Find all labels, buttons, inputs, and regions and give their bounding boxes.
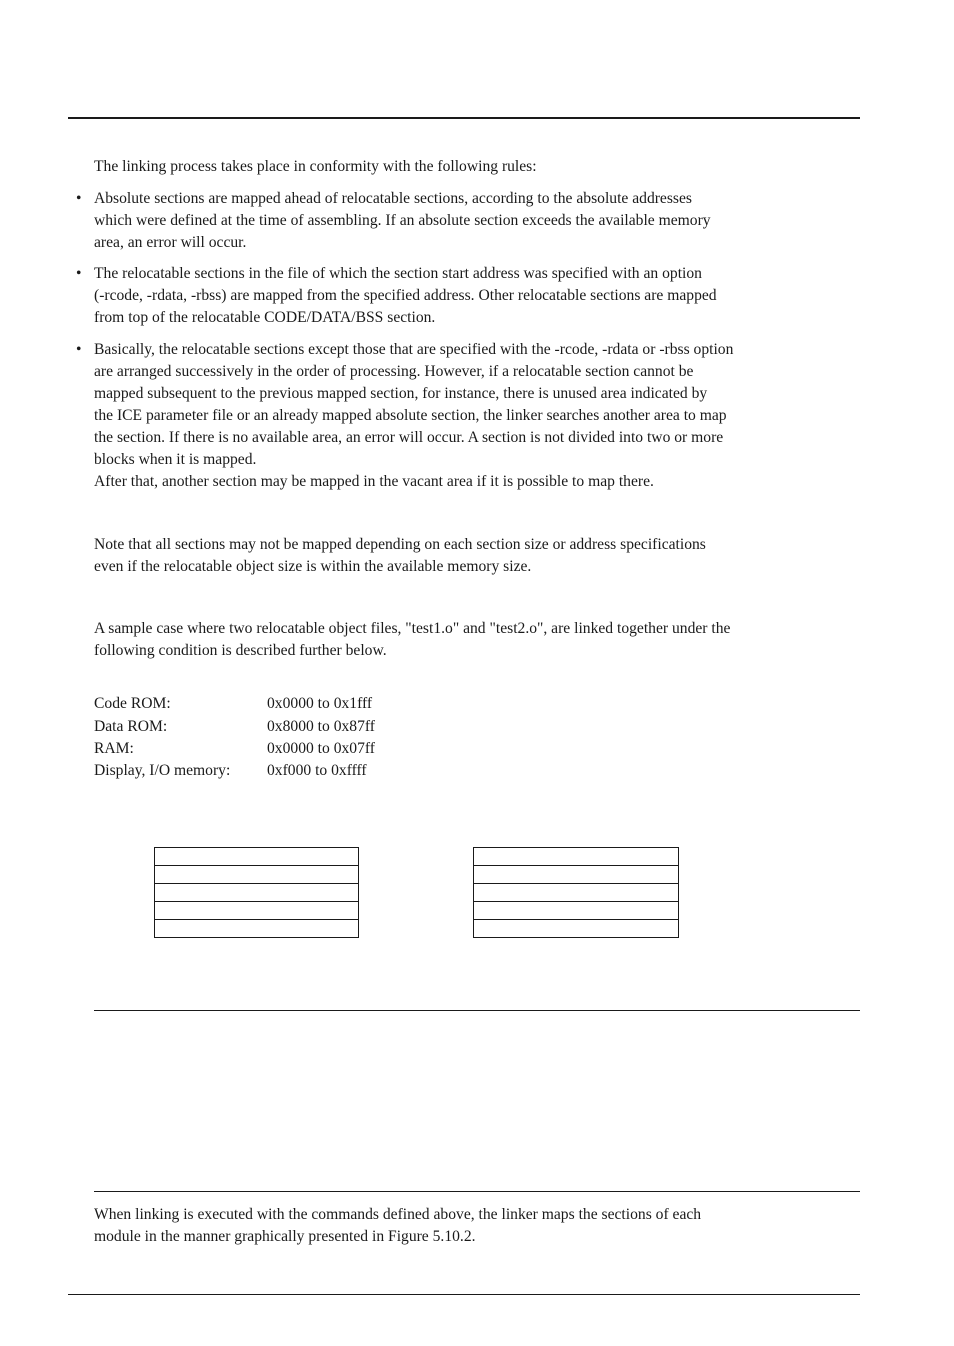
memory-row-data-rom bbox=[94, 716, 375, 738]
header-rule bbox=[68, 117, 860, 119]
table-row bbox=[474, 920, 678, 937]
rule-2 bbox=[94, 263, 864, 329]
memory-row-ram bbox=[94, 738, 375, 760]
table-row bbox=[155, 902, 358, 920]
line: which were defined at the time of assembling. If an absolute section exceeds the available memory bbox=[94, 212, 711, 229]
line: module in the manner graphically presented in Figure 5.10.2. bbox=[94, 1228, 476, 1245]
memory-label: Data ROM: bbox=[94, 718, 168, 735]
line: When linking is executed with the commands defined above, the linker maps the sections of each bbox=[94, 1206, 702, 1223]
footer-rule bbox=[68, 1294, 860, 1295]
line: Basically, the relocatable sections except those that are specified with the -rcode, -rdata or -rbss option bbox=[94, 341, 734, 358]
note-paragraph bbox=[94, 534, 864, 578]
line: The relocatable sections in the file of which the section start address was specified with an option bbox=[94, 265, 702, 282]
table-row bbox=[474, 866, 678, 884]
table-row bbox=[474, 884, 678, 902]
line: the ICE parameter file or an already mapped absolute section, the linker searches another area to map bbox=[94, 407, 727, 424]
command-box-top-rule bbox=[94, 1010, 860, 1011]
line: mapped subsequent to the previous mapped section, for instance, there is unused area indicated by bbox=[94, 385, 708, 402]
line: the section. If there is no available area, an error will occur. A section is not divided into two or more bbox=[94, 429, 724, 446]
line: blocks when it is mapped. bbox=[94, 451, 257, 468]
bullet-2: • bbox=[76, 265, 82, 282]
memory-label: RAM: bbox=[94, 740, 134, 757]
table-row bbox=[474, 902, 678, 920]
bullet-3: • bbox=[76, 341, 82, 358]
line: area, an error will occur. bbox=[94, 234, 247, 251]
line: Absolute sections are mapped ahead of relocatable sections, according to the absolute addresses bbox=[94, 190, 692, 207]
table-row bbox=[155, 884, 358, 902]
line: from top of the relocatable CODE/DATA/BSS section. bbox=[94, 309, 436, 326]
memory-label: Display, I/O memory: bbox=[94, 762, 231, 779]
line: even if the relocatable object size is within the available memory size. bbox=[94, 558, 532, 575]
rule-1 bbox=[94, 188, 864, 254]
table-row bbox=[155, 848, 358, 866]
line: Note that all sections may not be mapped depending on each section size or address specifications bbox=[94, 536, 706, 553]
section-table-right bbox=[473, 847, 679, 938]
section-table-left bbox=[154, 847, 359, 938]
line: (-rcode, -rdata, -rbss) are mapped from the specified address. Other relocatable sections are mapped bbox=[94, 287, 717, 304]
bullet-1: • bbox=[76, 190, 82, 207]
line: After that, another section may be mapped in the vacant area if it is possible to map there. bbox=[94, 473, 654, 490]
memory-range: 0xf000 to 0xffff bbox=[267, 762, 367, 779]
table-row bbox=[155, 866, 358, 884]
memory-row-code-rom bbox=[94, 693, 373, 715]
table-row bbox=[155, 920, 358, 937]
line: A sample case where two relocatable object files, "test1.o" and "test2.o", are linked together under the bbox=[94, 620, 731, 637]
intro-paragraph: The linking process takes place in conformity with the following rules: bbox=[94, 158, 537, 175]
closing-paragraph bbox=[94, 1204, 864, 1248]
memory-row-display-io bbox=[94, 760, 367, 782]
table-row bbox=[474, 848, 678, 866]
rule-3 bbox=[94, 339, 864, 493]
sample-paragraph bbox=[94, 618, 864, 662]
line: following condition is described further below. bbox=[94, 642, 387, 659]
memory-label: Code ROM: bbox=[94, 695, 171, 712]
memory-range: 0x0000 to 0x07ff bbox=[267, 740, 375, 757]
command-box-bottom-rule bbox=[94, 1191, 860, 1192]
memory-range: 0x0000 to 0x1fff bbox=[267, 695, 373, 712]
line: are arranged successively in the order of processing. However, if a relocatable section cannot be bbox=[94, 363, 694, 380]
memory-range: 0x8000 to 0x87ff bbox=[267, 718, 375, 735]
